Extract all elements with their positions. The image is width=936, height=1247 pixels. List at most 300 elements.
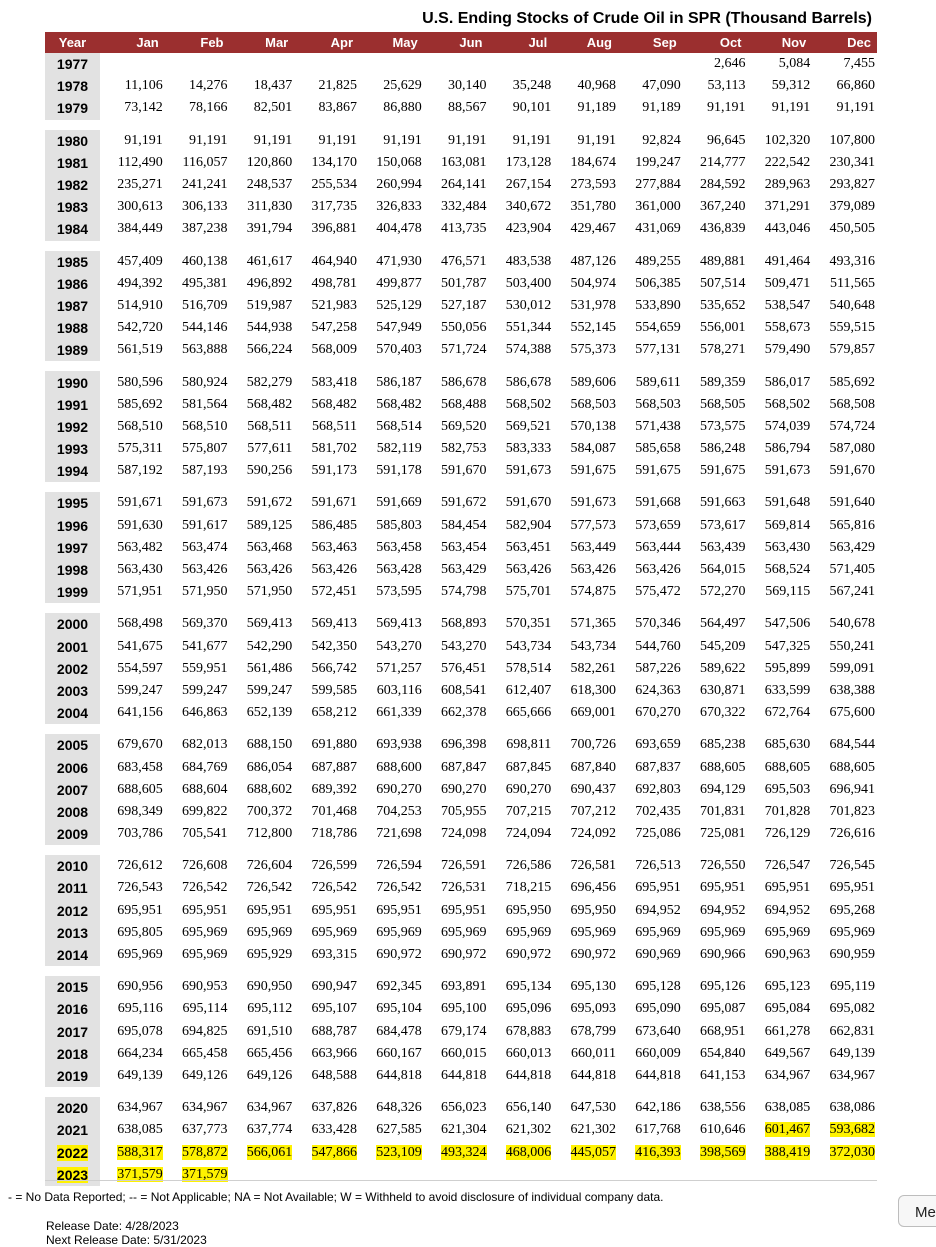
value-text: 525,129 (376, 297, 422, 313)
value-text: 695,969 (441, 924, 487, 940)
value-cell-feb (165, 636, 230, 658)
value-cell-feb (165, 922, 230, 944)
year-label: 1991 (56, 396, 89, 413)
year-cell (45, 636, 100, 658)
table-row (45, 537, 877, 559)
value-text: 573,617 (700, 517, 746, 533)
value-cell-mar (230, 371, 295, 393)
value-text: 91,191 (707, 100, 746, 116)
value-cell-jul (489, 801, 554, 823)
value-cell-jun (424, 515, 489, 537)
value-cell-jun (424, 317, 489, 339)
value-cell-jun (424, 130, 489, 152)
value-cell-feb (165, 218, 230, 240)
value-cell-apr (294, 460, 359, 482)
value-cell-nov (748, 779, 813, 801)
value-cell-jan (100, 394, 165, 416)
value-text: 387,238 (182, 221, 228, 237)
value-cell-sep (618, 273, 683, 295)
value-cell-oct (683, 855, 748, 877)
value-cell-jun (424, 877, 489, 899)
spacer-cell (489, 724, 554, 734)
value-text: 547,506 (764, 616, 811, 632)
value-text: 66,860 (836, 78, 875, 94)
value-text: 535,652 (700, 297, 746, 313)
value-text: 416,393 (635, 1144, 681, 1160)
value-cell-aug (553, 823, 618, 845)
value-text: 541,677 (182, 638, 228, 654)
value-text: 591,673 (182, 495, 228, 511)
value-cell-jan (100, 75, 165, 97)
value-text: 585,803 (376, 517, 422, 533)
value-text: 656,023 (441, 1100, 487, 1116)
group-spacer (45, 966, 877, 976)
value-text: 568,502 (505, 396, 552, 412)
value-cell-dec (812, 394, 877, 416)
value-cell-mar (230, 130, 295, 152)
value-text: 649,139 (117, 1067, 163, 1083)
value-text: 693,938 (376, 737, 422, 753)
value-text: 695,100 (441, 1001, 487, 1017)
spacer-cell (748, 120, 813, 130)
spacer-cell (424, 482, 489, 492)
value-text: 572,270 (700, 584, 746, 600)
value-text: 591,670 (829, 463, 875, 479)
value-cell-may (359, 53, 424, 75)
value-text: 547,258 (311, 320, 357, 336)
value-cell-may (359, 801, 424, 823)
value-cell-apr (294, 416, 359, 438)
year-cell (45, 53, 100, 75)
value-text: 637,826 (311, 1100, 357, 1116)
value-text: 599,247 (182, 682, 228, 698)
value-text: 685,238 (700, 737, 746, 753)
year-cell (45, 1119, 100, 1141)
value-text: 547,866 (311, 1144, 357, 1160)
value-text: 694,825 (182, 1023, 228, 1039)
value-cell-apr (294, 218, 359, 240)
value-text: 599,091 (829, 660, 875, 676)
header-oct: Oct (683, 32, 748, 53)
table-row (45, 371, 877, 393)
value-text: 726,599 (311, 858, 357, 874)
year-label: 1977 (56, 56, 89, 73)
value-text: 661,278 (764, 1023, 811, 1039)
value-cell-may (359, 515, 424, 537)
value-text: 476,571 (441, 253, 487, 269)
value-cell-feb (165, 196, 230, 218)
value-cell-oct (683, 1021, 748, 1043)
value-text: 587,193 (182, 463, 228, 479)
value-text: 572,451 (311, 584, 357, 600)
value-cell-may (359, 702, 424, 724)
value-text: 509,471 (764, 275, 811, 291)
value-text: 581,564 (182, 396, 228, 412)
table-row (45, 416, 877, 438)
value-text: 695,503 (764, 781, 811, 797)
value-cell-aug (553, 922, 618, 944)
spacer-cell (489, 1087, 554, 1097)
value-cell-sep (618, 855, 683, 877)
value-text: 445,057 (570, 1144, 616, 1160)
value-cell-mar (230, 779, 295, 801)
value-cell-apr (294, 1021, 359, 1043)
value-text: 396,881 (311, 221, 357, 237)
value-text: 690,972 (505, 947, 552, 963)
value-text: 556,001 (700, 320, 746, 336)
value-cell-jun (424, 855, 489, 877)
value-text: 588,317 (117, 1144, 163, 1160)
spacer-cell (748, 724, 813, 734)
value-cell-feb (165, 1065, 230, 1087)
spacer-cell (489, 241, 554, 251)
table-row (45, 702, 877, 724)
value-text: 543,734 (570, 638, 616, 654)
value-text: 40,968 (577, 78, 616, 94)
value-text: 695,929 (246, 947, 293, 963)
value-text: 660,009 (635, 1045, 681, 1061)
value-cell-feb (165, 1043, 230, 1065)
value-cell-apr (294, 515, 359, 537)
value-text: 621,302 (505, 1122, 552, 1138)
value-text: 214,777 (700, 154, 746, 170)
value-text: 689,392 (311, 781, 357, 797)
value-text: 644,818 (570, 1067, 616, 1083)
value-text: 5,084 (778, 56, 811, 72)
spacer-cell (294, 482, 359, 492)
value-cell-jan (100, 734, 165, 756)
value-text: 566,742 (311, 660, 357, 676)
value-text: 695,969 (311, 924, 357, 940)
value-text: 687,837 (635, 759, 681, 775)
spacer-cell (748, 361, 813, 371)
value-cell-aug (553, 339, 618, 361)
value-cell-jan (100, 174, 165, 196)
year-label: 2008 (56, 803, 89, 820)
spacer-cell (618, 241, 683, 251)
value-cell-feb (165, 537, 230, 559)
spacer-cell (553, 120, 618, 130)
value-cell-aug (553, 317, 618, 339)
value-cell-oct (683, 75, 748, 97)
value-text: 603,116 (376, 682, 422, 698)
value-text: 690,956 (117, 979, 163, 995)
value-cell-feb (165, 702, 230, 724)
value-text: 306,133 (182, 199, 228, 215)
spacer-cell (683, 241, 748, 251)
spacer-cell (683, 120, 748, 130)
value-text: 726,543 (117, 880, 163, 896)
value-text: 610,646 (700, 1122, 746, 1138)
value-text: 665,456 (246, 1045, 293, 1061)
value-text: 690,947 (311, 979, 357, 995)
value-cell-jul (489, 152, 554, 174)
value-cell-apr (294, 658, 359, 680)
value-cell-may (359, 152, 424, 174)
value-cell-dec (812, 613, 877, 635)
year-label: 2015 (56, 979, 89, 996)
value-cell-apr (294, 877, 359, 899)
value-cell-sep (618, 394, 683, 416)
value-cell-jun (424, 1065, 489, 1087)
value-text: 563,458 (376, 539, 422, 555)
value-cell-dec (812, 855, 877, 877)
value-text: 14,276 (189, 78, 228, 94)
table-row (45, 1119, 877, 1141)
value-text: 695,951 (117, 902, 163, 918)
value-text: 550,241 (829, 638, 875, 654)
value-cell-sep (618, 680, 683, 702)
value-cell-dec (812, 1141, 877, 1163)
value-text: 568,505 (700, 396, 746, 412)
value-text: 695,104 (376, 1001, 422, 1017)
header-apr: Apr (294, 32, 359, 53)
value-text: 569,521 (505, 418, 552, 434)
value-cell-aug (553, 1043, 618, 1065)
value-text: 569,520 (441, 418, 487, 434)
value-cell-jan (100, 1065, 165, 1087)
value-cell-sep (618, 801, 683, 823)
value-text: 599,247 (246, 682, 293, 698)
value-text: 633,599 (764, 682, 811, 698)
value-text: 47,090 (642, 78, 681, 94)
value-text: 570,346 (635, 616, 681, 632)
year-label: 1987 (56, 297, 89, 314)
spacer-cell (618, 1087, 683, 1097)
year-label: 1986 (56, 275, 89, 292)
spacer-cell (553, 1087, 618, 1097)
value-cell-jun (424, 1021, 489, 1043)
value-cell-oct (683, 1141, 748, 1163)
header-jul: Jul (489, 32, 554, 53)
value-cell-sep (618, 1043, 683, 1065)
value-text: 638,085 (764, 1100, 811, 1116)
header-jun: Jun (424, 32, 489, 53)
value-cell-jan (100, 416, 165, 438)
value-cell-jun (424, 734, 489, 756)
value-cell-oct (683, 416, 748, 438)
value-cell-jun (424, 371, 489, 393)
value-text: 726,542 (182, 880, 228, 896)
value-text: 649,126 (182, 1067, 228, 1083)
value-cell-aug (553, 1164, 618, 1186)
value-cell-oct (683, 613, 748, 635)
value-cell-sep (618, 251, 683, 273)
value-text: 702,435 (635, 803, 681, 819)
value-cell-may (359, 416, 424, 438)
value-cell-apr (294, 855, 359, 877)
spacer-cell (489, 361, 554, 371)
value-cell-apr (294, 251, 359, 273)
value-text: 413,735 (441, 221, 487, 237)
value-cell-aug (553, 1097, 618, 1119)
value-text: 544,938 (246, 320, 293, 336)
value-text: 591,671 (117, 495, 163, 511)
year-cell (45, 680, 100, 702)
value-cell-jan (100, 492, 165, 514)
value-text: 591,648 (764, 495, 811, 511)
year-label: 1992 (56, 418, 89, 435)
value-cell-apr (294, 944, 359, 966)
spacer-cell (424, 845, 489, 855)
value-cell-jun (424, 702, 489, 724)
spacer-cell (424, 361, 489, 371)
value-cell-oct (683, 174, 748, 196)
value-cell-dec (812, 702, 877, 724)
value-cell-jul (489, 97, 554, 119)
value-text: 578,514 (505, 660, 552, 676)
value-cell-jul (489, 779, 554, 801)
value-cell-jul (489, 273, 554, 295)
year-cell (45, 1043, 100, 1065)
table-body (45, 53, 877, 1186)
value-cell-jun (424, 1164, 489, 1186)
year-cell (45, 559, 100, 581)
year-cell (45, 515, 100, 537)
value-text: 695,951 (764, 880, 811, 896)
value-text: 688,787 (311, 1023, 357, 1039)
group-spacer (45, 361, 877, 371)
value-text: 431,069 (635, 221, 681, 237)
value-text: 317,735 (311, 199, 357, 215)
value-text: 724,098 (441, 826, 487, 842)
value-text: 664,234 (117, 1045, 163, 1061)
value-cell-jul (489, 394, 554, 416)
value-text: 516,709 (182, 297, 228, 313)
value-cell-may (359, 394, 424, 416)
value-text: 593,682 (829, 1122, 875, 1138)
value-cell-aug (553, 1141, 618, 1163)
value-cell-nov (748, 218, 813, 240)
value-text: 662,831 (829, 1023, 875, 1039)
value-cell-jan (100, 152, 165, 174)
value-text: 521,983 (311, 297, 357, 313)
value-text: 568,524 (764, 562, 811, 578)
value-text: 340,672 (505, 199, 552, 215)
value-cell-dec (812, 75, 877, 97)
value-cell-apr (294, 779, 359, 801)
value-text: 107,800 (829, 132, 875, 148)
spacer-cell (230, 966, 295, 976)
value-text: 726,531 (441, 880, 487, 896)
value-cell-feb (165, 1164, 230, 1186)
table-row (45, 97, 877, 119)
spacer-cell (359, 120, 424, 130)
value-text: 621,304 (441, 1122, 487, 1138)
value-text: 690,270 (376, 781, 422, 797)
value-text: 184,674 (570, 154, 616, 170)
value-cell-may (359, 97, 424, 119)
value-cell-feb (165, 756, 230, 778)
value-cell-sep (618, 1065, 683, 1087)
value-text: 91,191 (512, 132, 552, 148)
value-cell-aug (553, 75, 618, 97)
value-cell-nov (748, 97, 813, 119)
value-text: 578,872 (182, 1144, 228, 1160)
value-text: 587,192 (117, 463, 163, 479)
value-cell-dec (812, 515, 877, 537)
value-text: 688,600 (376, 759, 422, 775)
value-cell-nov (748, 900, 813, 922)
value-text: 388,419 (764, 1144, 811, 1160)
value-cell-aug (553, 130, 618, 152)
value-cell-jul (489, 339, 554, 361)
value-text: 707,215 (505, 803, 552, 819)
value-text: 371,579 (117, 1166, 163, 1182)
value-cell-oct (683, 1119, 748, 1141)
value-cell-may (359, 537, 424, 559)
value-cell-jul (489, 680, 554, 702)
value-cell-jun (424, 416, 489, 438)
year-cell (45, 1097, 100, 1119)
value-cell-jun (424, 756, 489, 778)
value-text: 563,439 (700, 539, 746, 555)
value-cell-jun (424, 636, 489, 658)
value-text: 670,270 (635, 705, 681, 721)
value-cell-jul (489, 734, 554, 756)
spacer-cell (489, 845, 554, 855)
value-text: 384,449 (117, 221, 163, 237)
spacer-cell (45, 724, 100, 734)
value-text: 695,084 (764, 1001, 811, 1017)
value-cell-oct (683, 680, 748, 702)
value-cell-jun (424, 559, 489, 581)
value-text: 634,967 (117, 1100, 163, 1116)
value-text: 688,605 (764, 759, 811, 775)
value-text: 591,640 (829, 495, 875, 511)
header-jan: Jan (100, 32, 165, 53)
year-cell (45, 877, 100, 899)
value-cell-feb (165, 152, 230, 174)
value-text: 726,550 (700, 858, 746, 874)
value-cell-jun (424, 922, 489, 944)
value-cell-may (359, 371, 424, 393)
value-cell-nov (748, 75, 813, 97)
year-cell (45, 976, 100, 998)
value-text: 574,039 (764, 418, 811, 434)
value-text: 695,951 (635, 880, 681, 896)
side-menu-button[interactable]: Me (898, 1195, 936, 1227)
value-cell-sep (618, 317, 683, 339)
value-text: 563,444 (635, 539, 681, 555)
value-text: 638,086 (829, 1100, 875, 1116)
value-cell-dec (812, 1097, 877, 1119)
value-text: 721,698 (376, 826, 422, 842)
value-text: 91,191 (253, 132, 293, 148)
value-text: 585,692 (829, 374, 875, 390)
value-cell-jul (489, 559, 554, 581)
value-cell-mar (230, 801, 295, 823)
spacer-cell (165, 845, 230, 855)
value-text: 599,585 (311, 682, 357, 698)
value-text: 591,663 (700, 495, 746, 511)
value-text: 570,403 (376, 342, 422, 358)
value-text: 569,115 (765, 584, 811, 600)
value-text: 543,734 (505, 638, 552, 654)
value-cell-aug (553, 218, 618, 240)
value-cell-mar (230, 1021, 295, 1043)
value-cell-mar (230, 944, 295, 966)
value-cell-aug (553, 97, 618, 119)
value-text: 586,485 (311, 517, 357, 533)
value-text: 575,311 (117, 441, 163, 457)
value-text: 695,969 (182, 947, 228, 963)
table-row (45, 734, 877, 756)
table-row (45, 515, 877, 537)
value-cell-may (359, 130, 424, 152)
value-text: 587,226 (635, 660, 681, 676)
value-text: 690,953 (182, 979, 228, 995)
